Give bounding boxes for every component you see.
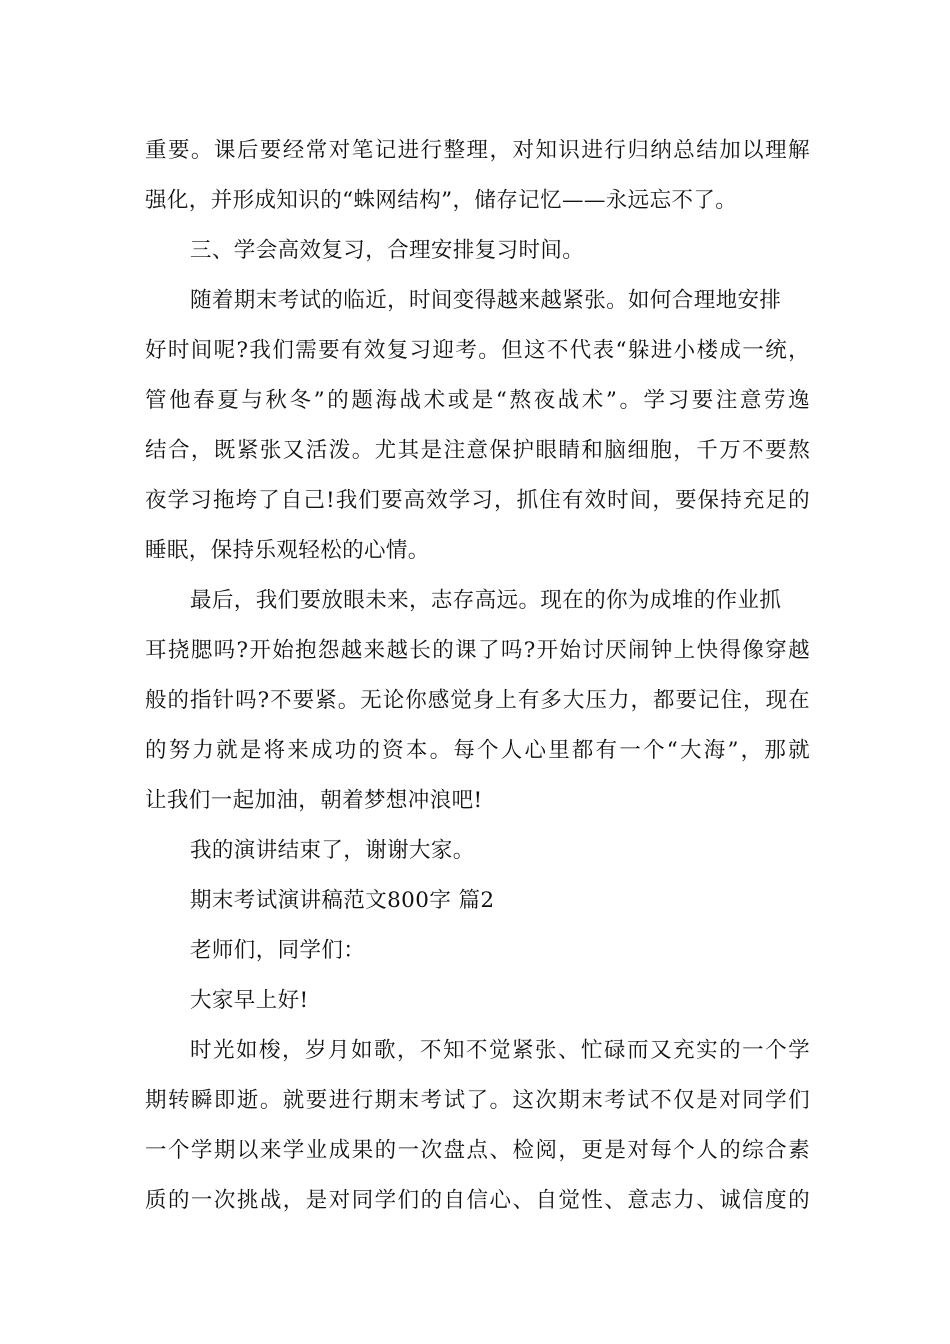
text-line: 最后，我们要放眼未来，志存高远。现在的你为成堆的作业抓 [190,588,782,613]
section-heading: 期末考试演讲稿范文800字 篇2 [190,888,495,913]
text-line: 强化，并形成知识的“蛛网结构”，储存记忆——永远忘不了。 [145,188,738,213]
text-line: 质的一次挑战，是对同学们的自信心、自觉性、意志力、诚信度的 [145,1188,810,1213]
text-line: 随着期末考试的临近，时间变得越来越紧张。如何合理地安排 [190,288,782,313]
text-line: 般的指针吗?不要紧。无论你感觉身上有多大压力，都要记住，现在 [145,688,810,713]
text-line: 一个学期以来学业成果的一次盘点、检阅，更是对每个人的综合素 [145,1138,810,1163]
text-line: 夜学习拖垮了自己!我们要高效学习，抓住有效时间，要保持充足的 [145,488,810,513]
text-line: 耳挠腮吗?开始抱怨越来越长的课了吗?开始讨厌闹钟上快得像穿越 [145,638,810,663]
salutation: 老师们，同学们： [190,938,366,963]
text-line: 管他春夏与秋冬”的题海战术或是“熬夜战术”。学习要注意劳逸 [145,388,810,413]
text-line: 结合，既紧张又活泼。尤其是注意保护眼睛和脑细胞，千万不要熬 [145,438,810,463]
text-line: 重要。课后要经常对笔记进行整理，对知识进行归纳总结加以理解 [145,138,810,163]
text-line: 好时间呢?我们需要有效复习迎考。但这不代表“躲进小楼成一统， [145,338,810,363]
text-line: 的努力就是将来成功的资本。每个人心里都有一个“大海”，那就 [145,738,810,763]
text-line: 睡眠，保持乐观轻松的心情。 [145,538,430,563]
greeting: 大家早上好! [190,988,309,1013]
text-line: 时光如梭，岁月如歌，不知不觉紧张、忙碌而又充实的一个学 [190,1038,810,1063]
text-line: 我的演讲结束了，谢谢大家。 [190,838,475,863]
text-line: 让我们一起加油，朝着梦想冲浪吧! [145,788,483,813]
text-line: 期转瞬即逝。就要进行期末考试了。这次期末考试不仅是对同学们 [145,1088,810,1113]
section-heading: 三、学会高效复习，合理安排复习时间。 [190,238,585,263]
